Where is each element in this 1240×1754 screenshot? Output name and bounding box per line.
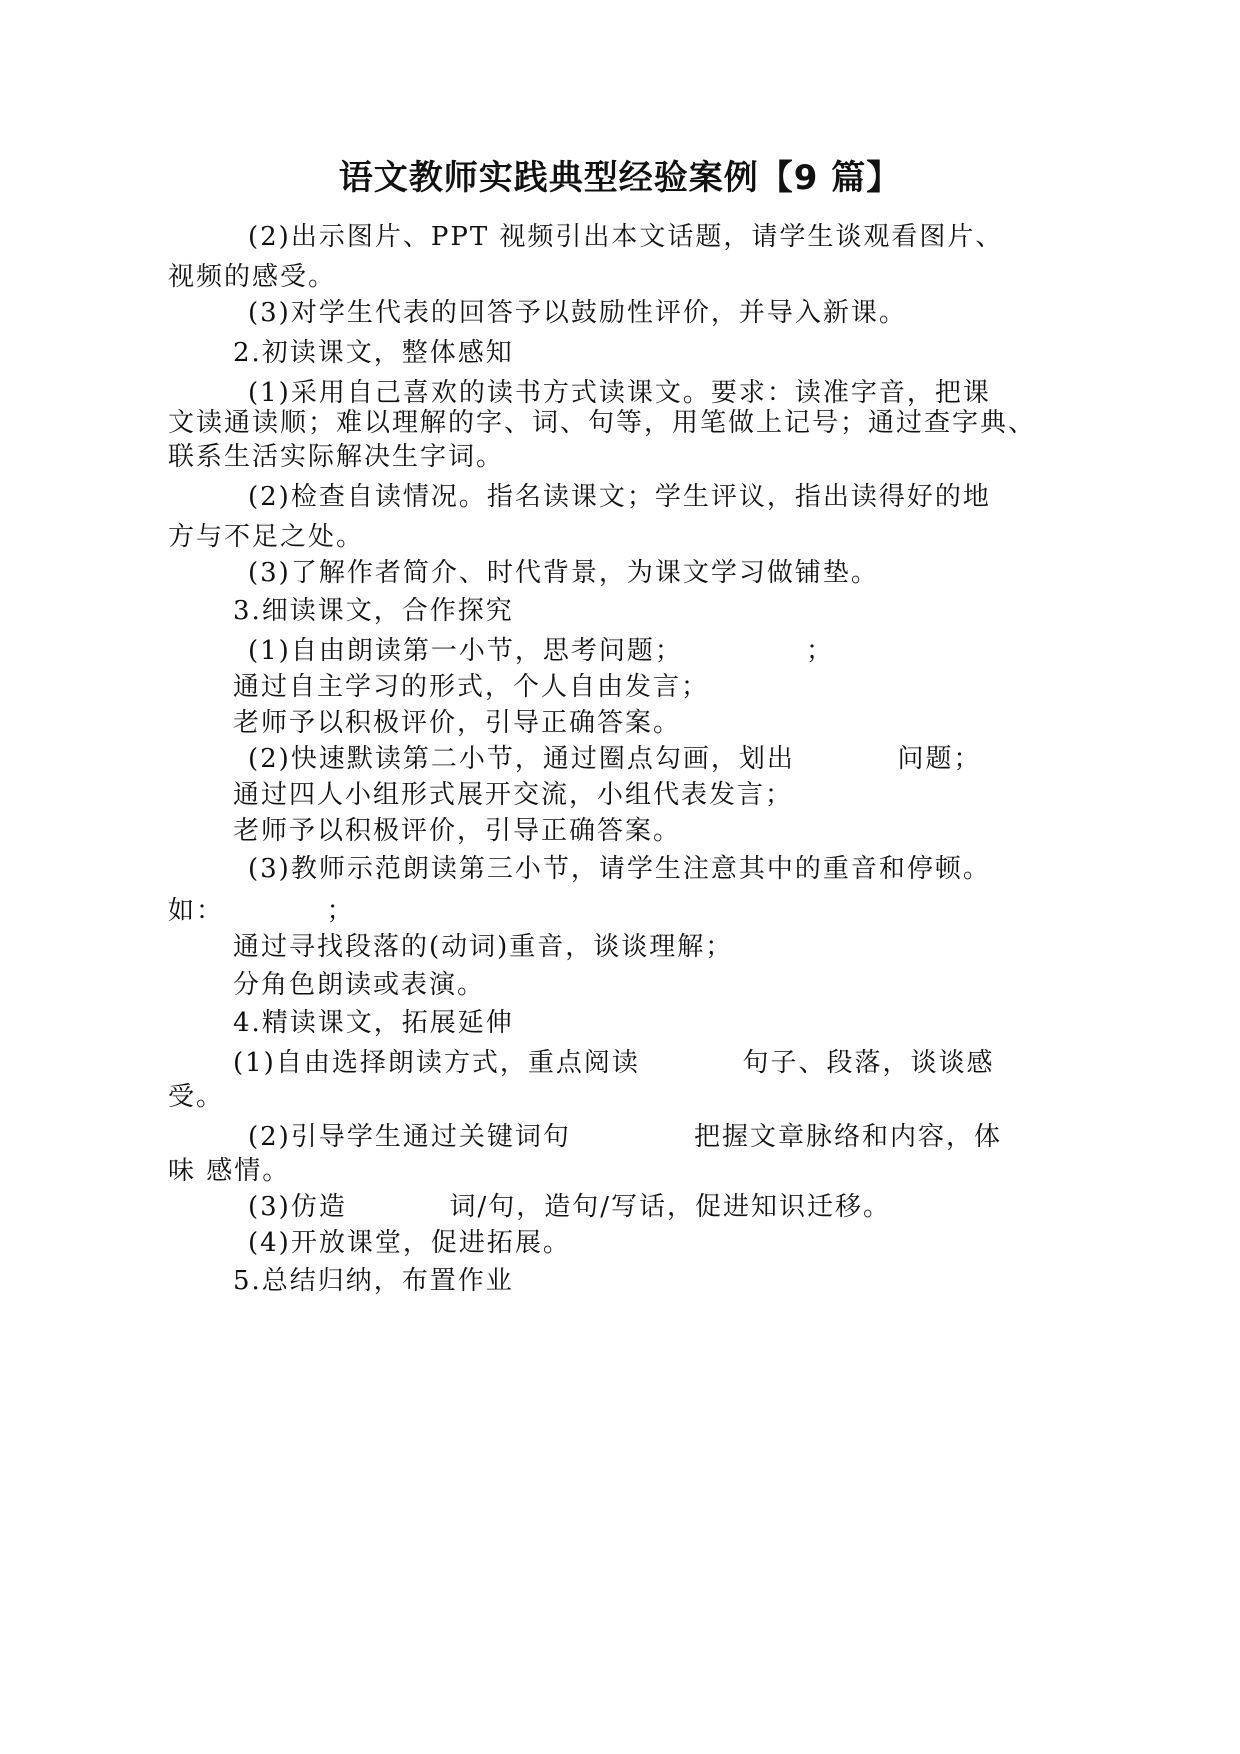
text-line: (1)自由朗读第一小节，思考问题； ；	[248, 636, 835, 666]
text-line: (3)教师示范朗读第三小节，请学生注意其中的重音和停顿。	[248, 854, 991, 884]
text-line: 4.精读课文，拓展延伸	[233, 1008, 514, 1038]
text-line: 文读通读顺；难以理解的字、词、句等，用笔做上记号；通过查字典、	[168, 408, 1037, 438]
text-line: 通过自主学习的形式，个人自由发言；	[233, 672, 710, 702]
text-line: (2)检查自读情况。指名读课文；学生评议，指出读得好的地	[248, 482, 991, 512]
text-line: (1)自由选择朗读方式，重点阅读 句子、段落，谈谈感	[233, 1048, 995, 1078]
text-line: 通过寻找段落的(动词)重音，谈谈理解；	[233, 932, 734, 962]
text-line: 视频的感受。	[168, 262, 337, 292]
text-line: 5.总结归纳，布置作业	[233, 1266, 514, 1296]
text-line: (1)采用自己喜欢的读书方式读课文。要求：读准字音，把课	[248, 378, 991, 408]
text-line: 3.细读课文，合作探究	[233, 596, 514, 626]
text-line: 味 感情。	[168, 1156, 291, 1186]
text-line: 分角色朗读或表演。	[233, 970, 486, 1000]
text-line: (3)仿造 词/句，造句/写话，促进知识迁移。	[248, 1192, 891, 1222]
text-line: 方与不足之处。	[168, 522, 365, 552]
text-line: (2)快速默读第二小节，通过圈点勾画，划出 问题；	[248, 744, 982, 774]
text-line: 老师予以积极评价，引导正确答案。	[233, 816, 682, 846]
text-line: 2.初读课文，整体感知	[233, 338, 514, 368]
text-line: 通过四人小组形式展开交流，小组代表发言；	[233, 780, 794, 810]
text-line: 联系生活实际解决生字词。	[168, 442, 505, 472]
text-line: (3)对学生代表的回答予以鼓励性评价，并导入新课。	[248, 298, 907, 328]
text-line: 老师予以积极评价，引导正确答案。	[233, 708, 682, 738]
text-line: (2)出示图片、PPT 视频引出本文话题，请学生谈观看图片、	[248, 222, 1004, 252]
text-line: (3)了解作者简介、时代背景，为课文学习做铺垫。	[248, 558, 879, 588]
text-line: (4)开放课堂，促进拓展。	[248, 1228, 571, 1258]
text-line: 如： ；	[168, 896, 355, 926]
document-title: 语文教师实践典型经验案例【9 篇】	[338, 158, 902, 198]
text-line: 受。	[168, 1082, 225, 1112]
text-line: (2)引导学生通过关键词句 把握文章脉络和内容，体	[248, 1122, 1003, 1152]
